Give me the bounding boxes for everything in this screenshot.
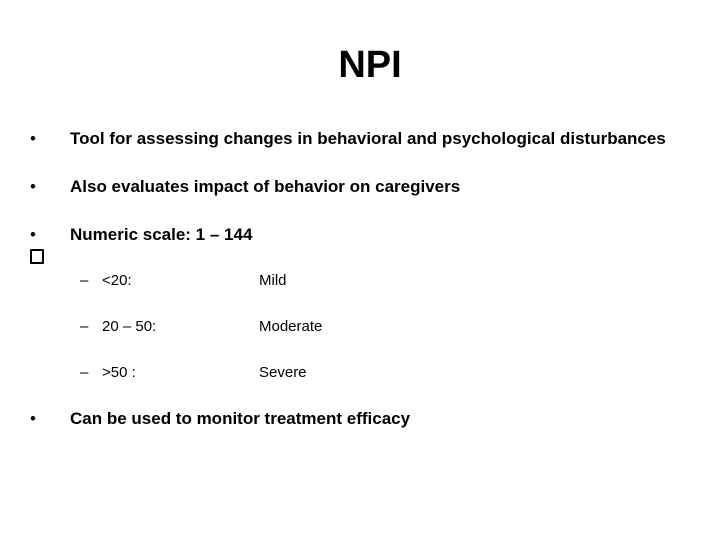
bullet-text: Can be used to monitor treatment efficacy	[70, 409, 411, 428]
bullet-marker: •	[30, 129, 36, 148]
slide-title: NPI	[338, 44, 402, 86]
bullet-marker: •	[30, 225, 36, 244]
sub-item	[80, 318, 322, 335]
sub-item	[80, 364, 307, 381]
bullet-text: Numeric scale: 1 – 144	[70, 225, 253, 244]
missing-glyph-box-icon	[30, 249, 44, 264]
sub-item-dash: –	[80, 272, 89, 289]
sub-item	[80, 272, 287, 289]
bullet-text: Also evaluates impact of behavior on caregivers	[70, 177, 461, 196]
sub-item-range: 20 – 50:	[102, 318, 157, 335]
bullet-item	[30, 177, 460, 197]
bullet-marker: •	[30, 409, 36, 428]
bullet-item	[30, 409, 410, 429]
bullet-marker: •	[30, 177, 36, 196]
sub-item-severity: Severe	[259, 364, 307, 381]
sub-item-range: >50 :	[102, 364, 136, 381]
bullet-item	[30, 129, 666, 149]
bullet-item	[30, 225, 252, 245]
sub-item-dash: –	[80, 364, 89, 381]
sub-item-range: <20:	[102, 272, 132, 289]
sub-item-dash: –	[80, 318, 89, 335]
sub-item-severity: Moderate	[259, 318, 323, 335]
sub-item-severity: Mild	[259, 272, 287, 289]
bullet-text: Tool for assessing changes in behavioral and psychological disturbances	[70, 129, 666, 148]
